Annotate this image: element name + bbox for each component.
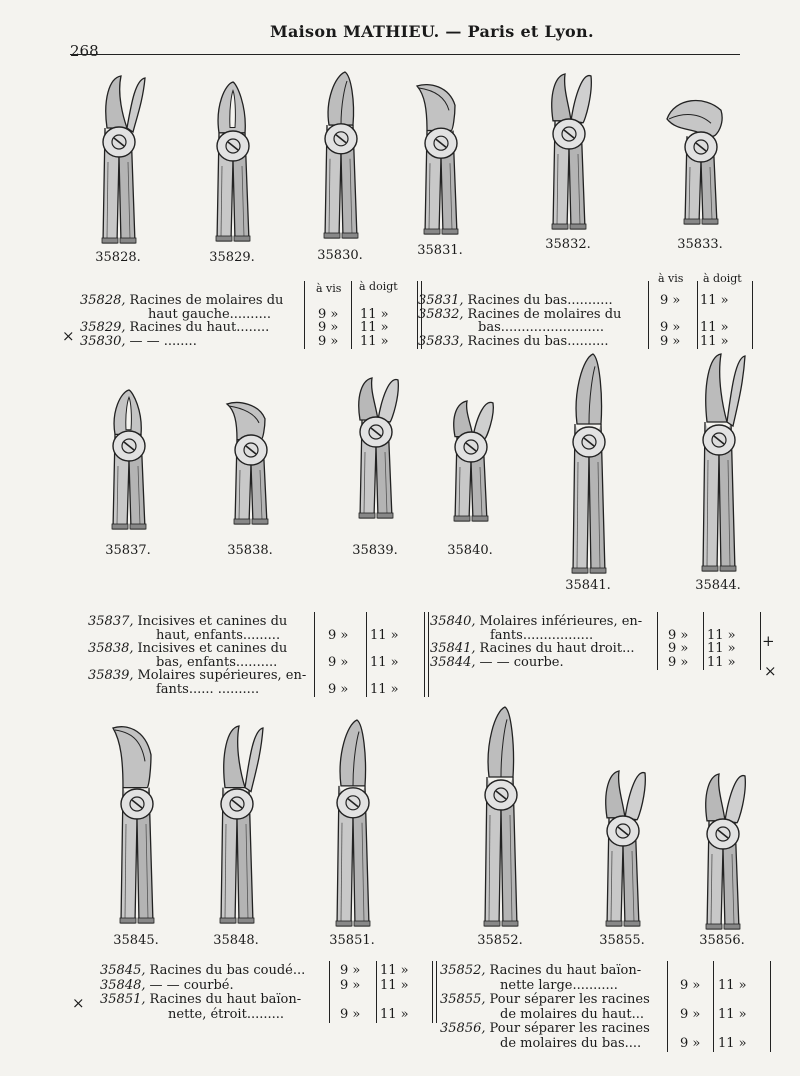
price-a-doigt: 11 » (360, 333, 389, 349)
table-rule (366, 612, 367, 697)
catalog-row (440, 978, 618, 993)
catalog-description: fants................. (490, 627, 594, 643)
price-a-doigt: 11 » (700, 293, 729, 308)
catalog-description: nette, étroit......... (168, 1006, 285, 1022)
catalog-description: — — courbé. (149, 977, 234, 993)
catalog-description: Racines du bas coudé... (149, 963, 306, 978)
price-a-vis: 9 » (328, 681, 349, 697)
catalog-code: 35841, (430, 641, 476, 656)
header-rule (70, 54, 740, 55)
price-a-doigt: 11 » (370, 627, 399, 643)
catalog-row (440, 1007, 644, 1022)
forceps-illustration (192, 80, 272, 245)
price-a-vis: 9 » (668, 627, 689, 643)
forceps-illustration (460, 705, 540, 930)
table-rule (304, 281, 305, 349)
table-rule (713, 961, 714, 1052)
catalog-description: bas......................... (478, 320, 605, 335)
table-rule (657, 612, 658, 670)
forceps-illustration (660, 93, 740, 228)
price-a-doigt: 11 » (700, 333, 729, 349)
page-header: Maison MATHIEU. — Paris et Lyon. (270, 22, 594, 41)
price-a-doigt: 11 » (360, 306, 389, 322)
catalog-row (440, 1021, 650, 1036)
catalog-description: Racines du haut droit... (479, 641, 635, 656)
price-a-doigt: 11 » (707, 654, 736, 670)
item-number-label: 35831. (417, 243, 463, 258)
price-a-doigt: 11 » (380, 963, 409, 978)
catalog-description: Molaires supérieures, en- (137, 668, 307, 683)
catalog-row (440, 1036, 641, 1051)
price-a-vis: 9 » (668, 641, 689, 656)
catalog-description: de molaires du haut... (500, 1006, 645, 1022)
forceps-illustration (78, 72, 158, 247)
catalog-description: Pour séparer les racines (489, 992, 650, 1007)
price-a-vis: 9 » (328, 627, 349, 643)
col-head-a-vis: à vis (658, 272, 684, 285)
item-number-label: 35838. (227, 543, 273, 558)
item-number-label: 35848. (213, 933, 259, 948)
forceps-illustration (335, 372, 415, 522)
item-number-label: 35844. (695, 578, 741, 593)
catalog-code: 35848, (100, 977, 146, 993)
catalog-description: Racines du haut baïon- (489, 963, 642, 978)
forceps-illustration (196, 722, 276, 927)
catalog-description: Racines de molaires du (129, 293, 284, 308)
forceps-illustration (678, 350, 758, 575)
catalog-description: de molaires du bas.... (500, 1035, 642, 1051)
item-number-label: 35832. (545, 237, 591, 252)
item-number-label: 35840. (447, 543, 493, 558)
price-a-vis: 9 » (680, 1006, 701, 1022)
forceps-illustration (88, 388, 168, 533)
price-a-doigt: 11 » (380, 1006, 409, 1022)
price-a-doigt: 11 » (718, 977, 747, 993)
catalog-description: — — ........ (129, 333, 197, 349)
catalog-description: Racines du haut........ (129, 320, 270, 335)
forceps-illustration (528, 68, 608, 233)
price-a-vis: 9 » (668, 654, 689, 670)
handwritten-margin-mark: + (762, 632, 775, 650)
catalog-description: fants...... .......... (156, 681, 260, 697)
catalog-row (100, 978, 234, 993)
price-a-doigt: 11 » (370, 681, 399, 697)
price-a-vis: 9 » (340, 977, 361, 993)
item-number-label: 35837. (105, 543, 151, 558)
catalog-description: bas, enfants.......... (156, 654, 278, 670)
price-a-vis: 9 » (680, 1035, 701, 1051)
catalog-row (418, 334, 609, 349)
price-a-vis: 9 » (340, 1006, 361, 1022)
price-a-doigt: 11 » (707, 627, 736, 643)
table-rule (770, 961, 771, 1052)
price-a-doigt: 11 » (380, 977, 409, 993)
item-number-label: 35829. (209, 250, 255, 265)
catalog-description: haut, enfants......... (156, 627, 281, 643)
catalog-code: 35837, (88, 614, 134, 629)
table-rule (648, 281, 649, 349)
item-number-label: 35845. (113, 933, 159, 948)
catalog-code: 35838, (88, 641, 134, 656)
table-rule (667, 961, 668, 1052)
price-a-vis: 9 » (318, 333, 339, 349)
catalog-description: Racines du bas........... (467, 293, 613, 308)
item-number-label: 35855. (599, 933, 645, 948)
price-a-doigt: 11 » (700, 320, 729, 335)
item-number-label: 35839. (352, 543, 398, 558)
item-number-label: 35841. (565, 578, 611, 593)
col-head-a-doigt: à doigt (359, 280, 398, 293)
catalog-code: 35830, (80, 333, 126, 349)
price-a-doigt: 11 » (707, 641, 736, 656)
catalog-row (88, 682, 259, 697)
catalog-row (100, 963, 305, 978)
item-number-label: 35833. (677, 237, 723, 252)
item-number-label: 35828. (95, 250, 141, 265)
catalog-description: Racines du bas.......... (467, 333, 609, 349)
forceps-illustration (210, 398, 290, 528)
catalog-row (440, 963, 641, 978)
item-number-label: 35851. (329, 933, 375, 948)
table-rule (329, 961, 330, 1023)
catalog-description: Incisives et canines du (137, 614, 288, 629)
price-a-doigt: 11 » (718, 1035, 747, 1051)
forceps-illustration (96, 722, 176, 927)
price-a-doigt: 11 » (370, 654, 399, 670)
table-rule (376, 961, 377, 1023)
item-number-label: 35852. (477, 933, 523, 948)
price-a-vis: 9 » (680, 977, 701, 993)
catalog-description: nette large........... (500, 977, 618, 993)
catalog-code: 35852, (440, 963, 486, 978)
table-rule (752, 281, 753, 349)
table-rule (432, 961, 437, 1023)
catalog-row (100, 1007, 284, 1022)
forceps-illustration (582, 765, 662, 930)
forceps-illustration (548, 352, 628, 577)
forceps-illustration (300, 70, 380, 242)
page-number: 268 (70, 42, 99, 60)
catalog-description: Incisives et canines du (137, 641, 288, 656)
table-rule (314, 612, 315, 697)
catalog-code: 35844, (430, 654, 476, 670)
table-rule (697, 281, 698, 349)
catalog-code: 35833, (418, 333, 464, 349)
catalog-description: haut gauche.......... (148, 306, 271, 322)
catalog-description: Racines du haut baïon- (149, 992, 302, 1007)
catalog-code: 35855, (440, 992, 486, 1007)
catalog-row (100, 992, 301, 1007)
col-head-a-vis: à vis (316, 282, 342, 295)
forceps-illustration (430, 395, 510, 525)
table-rule (760, 612, 761, 670)
catalog-row (430, 655, 564, 670)
catalog-code: 35840, (430, 614, 476, 629)
item-number-label: 35830. (317, 248, 363, 263)
handwritten-margin-mark: × (764, 662, 777, 680)
forceps-illustration (312, 718, 392, 930)
catalog-description: Racines de molaires du (467, 306, 622, 322)
table-rule (424, 612, 429, 697)
catalog-code: 35856, (440, 1021, 486, 1036)
price-a-vis: 9 » (660, 333, 681, 349)
price-a-vis: 9 » (340, 963, 361, 978)
catalog-code: 35851, (100, 992, 146, 1007)
item-number-label: 35856. (699, 933, 745, 948)
catalog-description: Pour séparer les racines (489, 1021, 650, 1036)
col-head-a-doigt: à doigt (703, 272, 742, 285)
forceps-illustration (682, 768, 762, 933)
catalog-code: 35845, (100, 963, 146, 978)
handwritten-margin-mark: × (72, 994, 85, 1012)
catalog-row (440, 992, 650, 1007)
price-a-doigt: 11 » (360, 320, 389, 335)
price-a-doigt: 11 » (718, 1006, 747, 1022)
table-rule (703, 612, 704, 670)
catalog-code: 35832, (418, 306, 464, 322)
price-a-vis: 9 » (660, 320, 681, 335)
table-rule (351, 281, 352, 349)
price-a-vis: 9 » (328, 654, 349, 670)
catalog-description: Molaires inférieures, en- (479, 614, 643, 629)
price-a-vis: 9 » (318, 306, 339, 322)
catalog-code: 35831, (418, 293, 464, 308)
handwritten-margin-mark: × (62, 327, 75, 345)
price-a-vis: 9 » (660, 293, 681, 308)
catalog-code: 35839, (88, 668, 134, 683)
price-a-vis: 9 » (318, 320, 339, 335)
catalog-row (80, 334, 197, 349)
catalog-description: — — courbe. (479, 654, 564, 670)
catalog-code: 35829, (80, 320, 126, 335)
forceps-illustration (400, 80, 480, 238)
catalog-code: 35828, (80, 293, 126, 308)
